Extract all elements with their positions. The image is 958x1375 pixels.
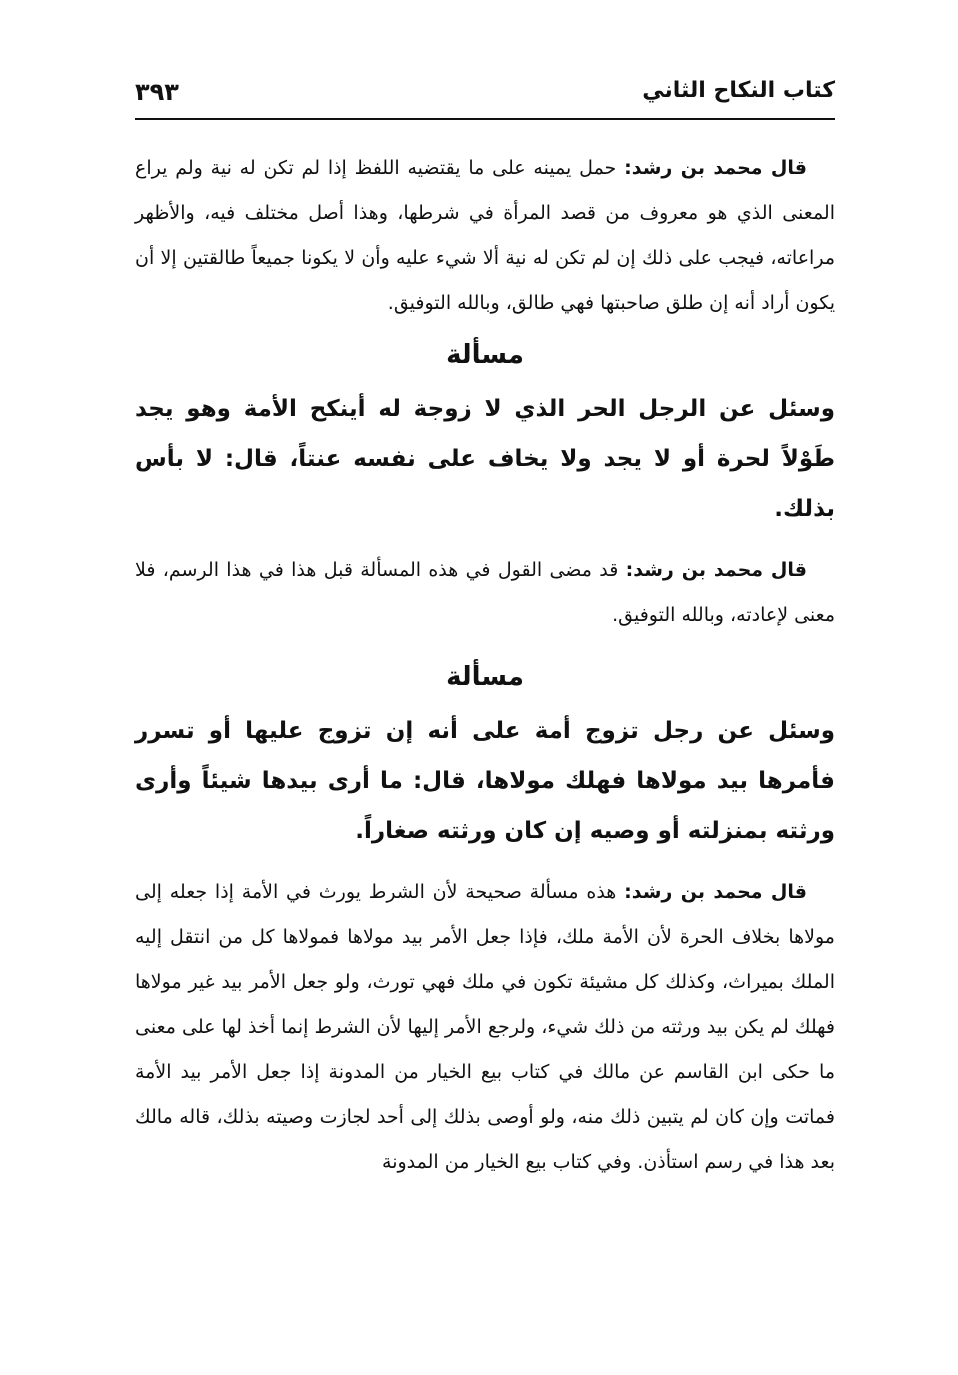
running-title: كتاب النكاح الثاني bbox=[642, 78, 835, 103]
commentary-lead: قال محمد بن رشد: bbox=[624, 881, 807, 903]
page-header bbox=[135, 78, 835, 118]
header-divider bbox=[135, 118, 835, 120]
section-heading: مسألة bbox=[446, 662, 524, 692]
page-number: ٣٩٣ bbox=[135, 78, 179, 106]
section-heading: مسألة bbox=[446, 340, 524, 370]
commentary-paragraph bbox=[135, 146, 835, 326]
question-paragraph: وسئل عن رجل تزوج أمة على أنه إن تزوج عليها أو تسرر فأمرها بيد مولاها فهلك مولاها، قال: ما أرى بيدها شيئاً وأرى ورثته بمنزلته أو وصيه إن كان ورثته صغاراً. bbox=[135, 718, 835, 844]
commentary-lead: قال محمد بن رشد: bbox=[624, 157, 807, 179]
commentary-paragraph bbox=[135, 548, 835, 638]
question-paragraph: وسئل عن الرجل الحر الذي لا زوجة له أينكح الأمة وهو يجد طَوْلاً لحرة أو لا يجد ولا يخاف على نفسه عنتاً، قال: لا بأس بذلك. bbox=[135, 396, 835, 522]
commentary-text: حمل يمينه على ما يقتضيه اللفظ إذا لم تكن له نية ولم يراع المعنى الذي هو معروف من قصد المرأة في شرطها، وهذا أصل مختلف فيه، والأظهر مراعاته، فيجب على ذلك إن لم تكن له نية ألا شيء عليه وأن لا يكونا جميعاً طالقتين إلا أن يكون أراد أنه إن طلق صاحبتها فهي طالق، وبالله التوفيق. bbox=[135, 157, 835, 314]
commentary-text: هذه مسألة صحيحة لأن الشرط يورث في الأمة إذا جعله إلى مولاها بخلاف الحرة لأن الأمة ملك، فإذا جعل الأمر بيد مولاها فمولاها كل من انتقل إليه الملك بميراث، وكذلك كل مشيئة تكون في ملك فهي تورث، ولو جعل الأمر بيد غير مولاها فهلك لم يكن بيد ورثته من ذلك شيء، ولرجع الأمر إليها لأن الشرط إنما أخذ لها على معنى ما حكى ابن القاسم عن مالك في كتاب بيع الخيار من المدونة إذا جعل الأمر بيد الأمة فماتت وإن كان لم يتبين ذلك منه، ولو أوصى بذلك إلى أحد لجازت وصيته بذلك، قاله مالك بعد هذا في رسم استأذن. وفي كتاب بيع الخيار من المدونة bbox=[135, 881, 835, 1173]
commentary-text: قد مضى القول في هذه المسألة قبل هذا في هذا الرسم، فلا معنى لإعادته، وبالله التوفيق. bbox=[135, 559, 835, 626]
commentary-lead: قال محمد بن رشد: bbox=[625, 559, 807, 581]
page-body bbox=[135, 146, 835, 1185]
commentary-paragraph bbox=[135, 870, 835, 1185]
